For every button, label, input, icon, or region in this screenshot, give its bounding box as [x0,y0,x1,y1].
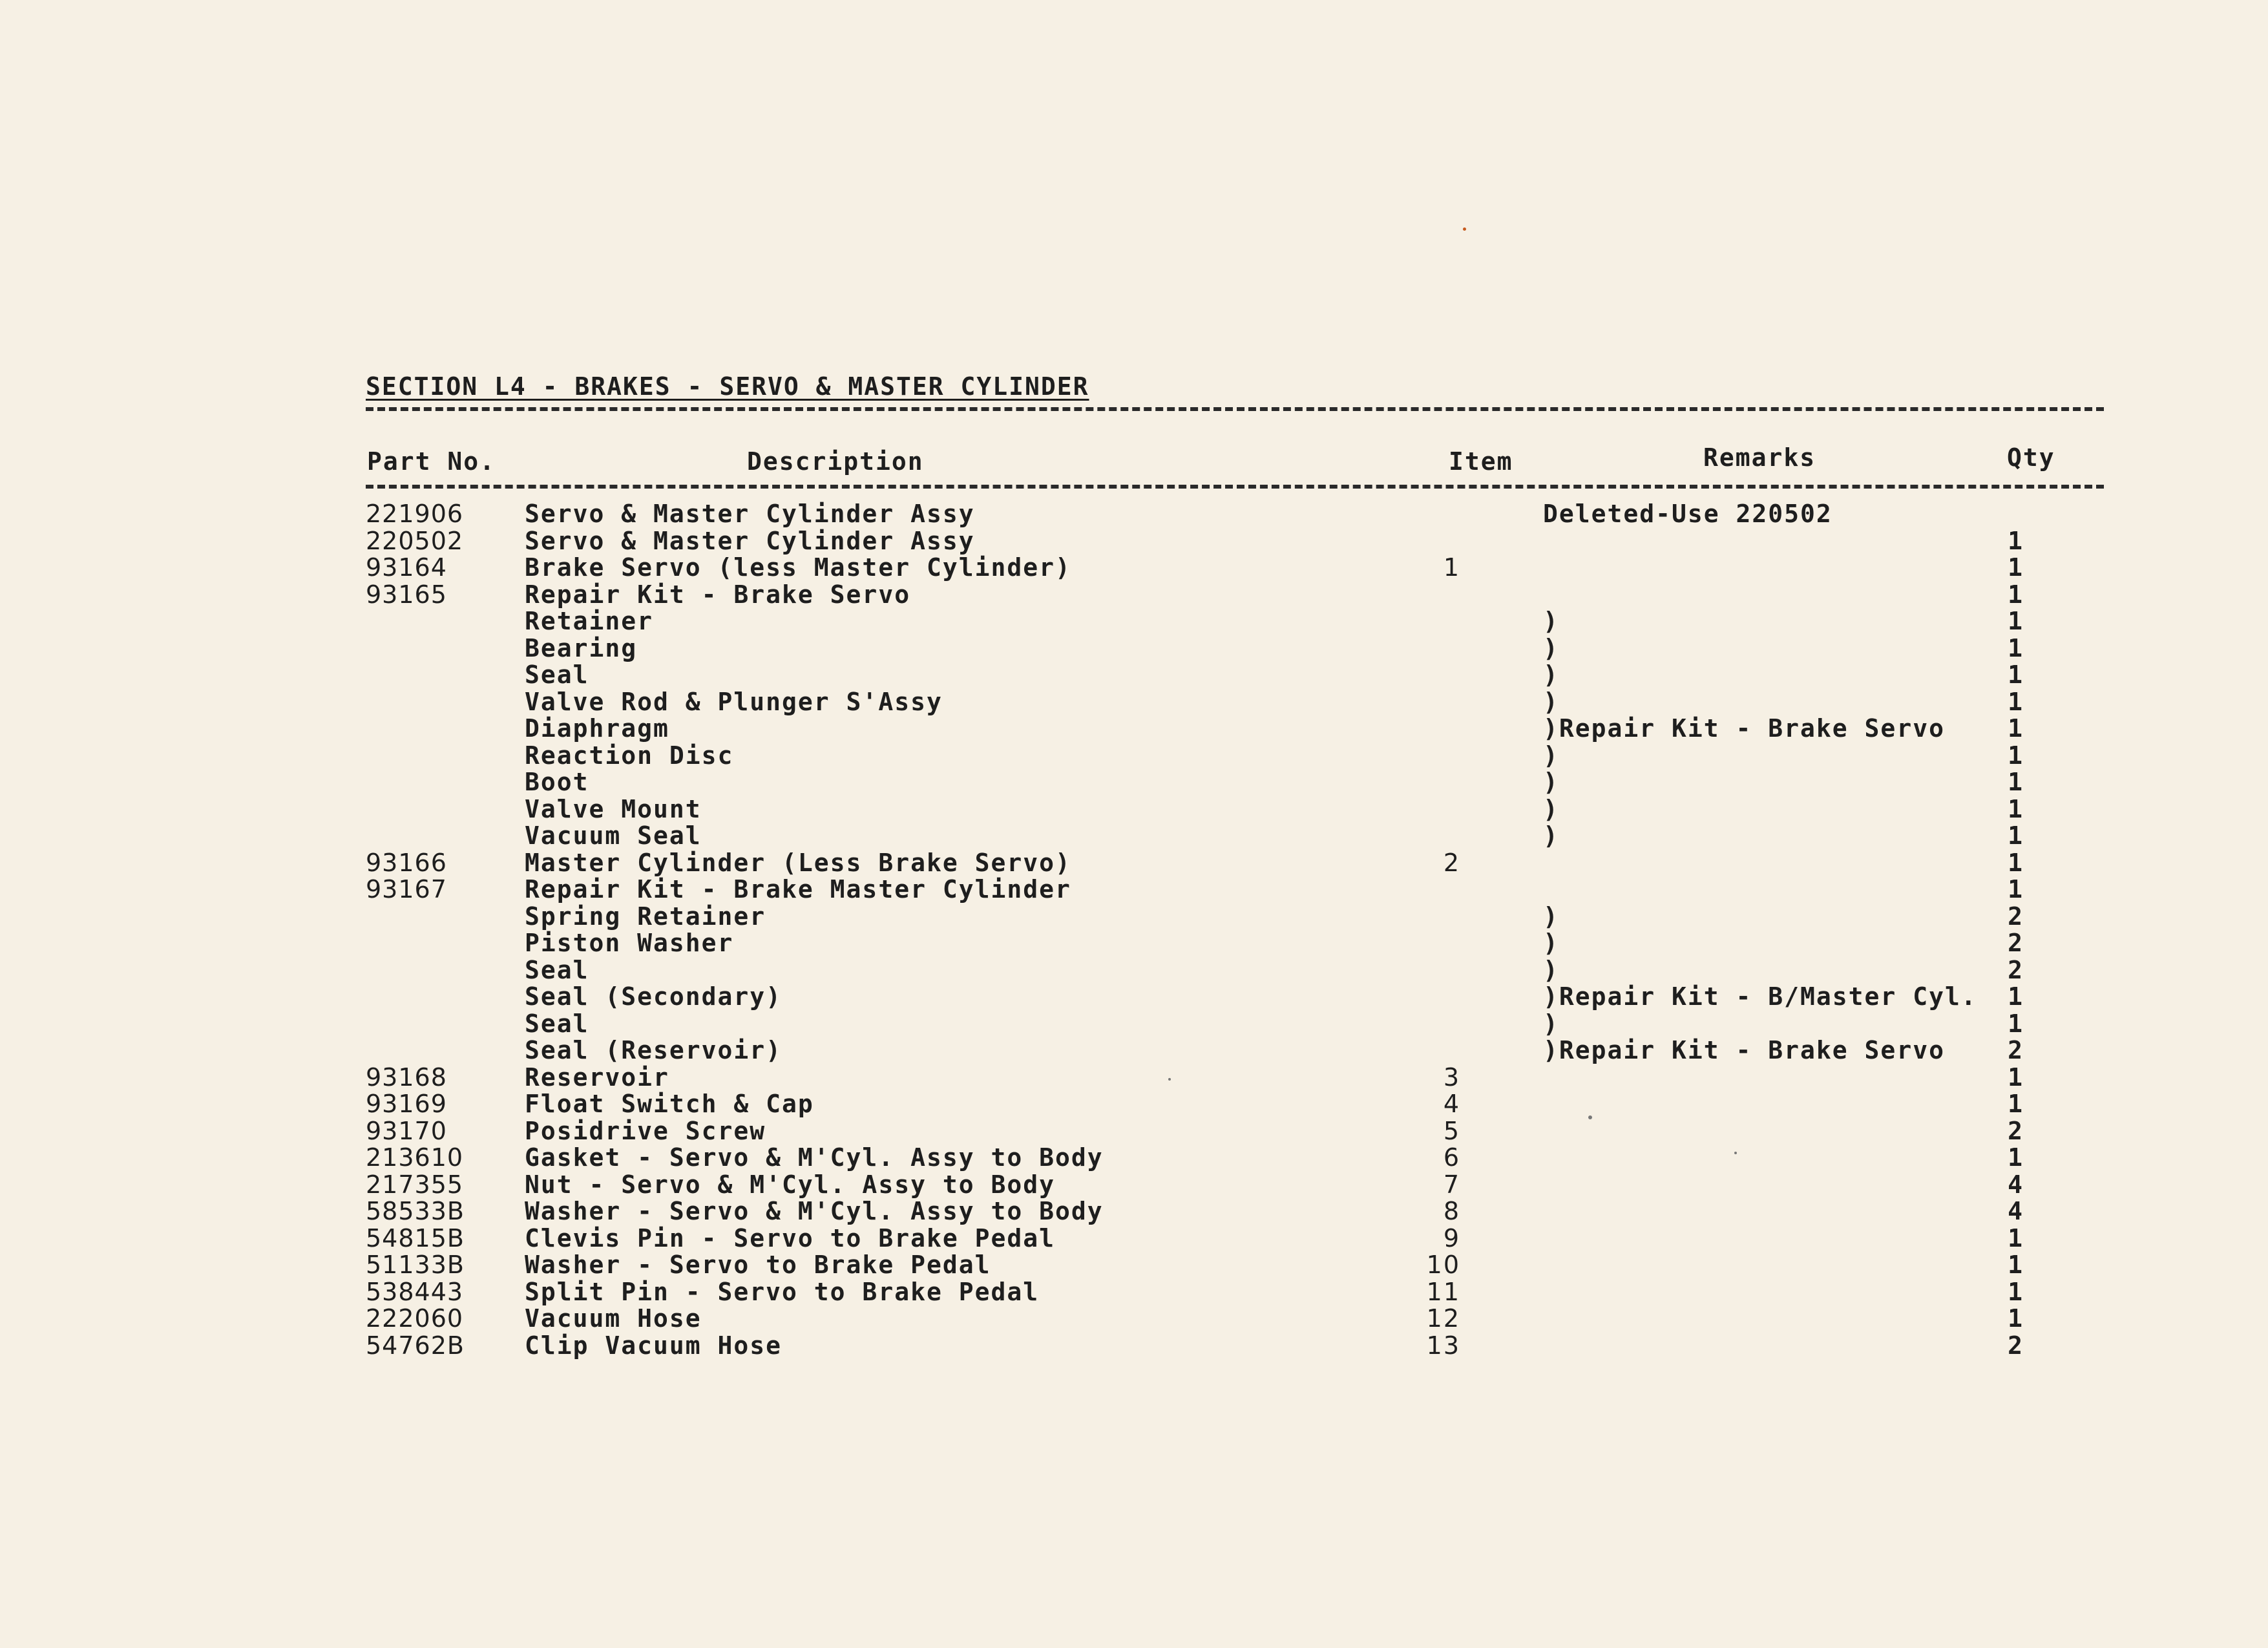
remarks: Deleted-Use 220502 [1543,500,1832,528]
quantity: 1 [2008,875,2024,903]
table-row [366,1252,2104,1279]
table-row [366,1198,2104,1225]
table-row [366,715,2104,743]
table-row [366,1037,2104,1064]
quantity: 1 [2008,768,2024,796]
remarks: ) [1543,902,1559,931]
item-number: 12 [1426,1304,1460,1333]
top-dashed-rule [366,407,2104,411]
scan-speck [1463,227,1466,231]
scan-speck [1588,1115,1592,1119]
table-row [366,1279,2104,1306]
quantity: 1 [2008,580,2024,609]
remarks: )Repair Kit - B/Master Cyl. [1543,982,1977,1011]
table-row [366,743,2104,770]
part-number: 58533B [366,1197,465,1225]
part-number: 93169 [366,1090,447,1118]
description: Seal [525,955,589,984]
item-number: 13 [1426,1331,1460,1360]
table-row [366,1333,2104,1360]
table-row [366,1145,2104,1172]
table-row [366,1172,2104,1199]
description: Seal [525,1009,589,1038]
table-row [366,1118,2104,1145]
remarks: ) [1543,929,1559,957]
remarks: ) [1543,741,1559,770]
remarks: ) [1543,768,1559,796]
item-number: 4 [1443,1090,1460,1118]
table-row [366,1305,2104,1333]
description: Clip Vacuum Hose [525,1331,782,1360]
remarks: )Repair Kit - Brake Servo [1543,1036,1945,1064]
quantity: 4 [2008,1170,2024,1199]
part-number: 93165 [366,580,447,609]
quantity: 1 [2008,687,2024,716]
table-row [366,1091,2104,1118]
header-dashed-rule [366,485,2104,489]
column-header-row [366,443,2104,478]
description: Reservoir [525,1062,669,1092]
remarks: ) [1543,660,1559,689]
part-number: 217355 [366,1170,464,1199]
remarks: ) [1543,1009,1559,1038]
table-row [366,555,2104,582]
description: Servo & Master Cylinder Assy [525,526,975,555]
table-row [366,582,2104,609]
quantity: 2 [2008,929,2024,957]
table-row [366,984,2104,1011]
quantity: 2 [2008,1331,2024,1360]
part-number: 93168 [366,1062,447,1092]
table-row [366,528,2104,555]
description: Boot [525,768,589,796]
item-number: 7 [1443,1170,1460,1199]
table-row [366,796,2104,823]
quantity: 2 [2008,1036,2024,1064]
table-row [366,903,2104,931]
description: Piston Washer [525,929,734,957]
quantity: 1 [2008,821,2024,850]
part-number: 51133B [366,1251,465,1279]
part-number: 93166 [366,848,447,877]
description: Brake Servo (less Master Cylinder) [525,553,1071,582]
header-remarks: Remarks [1703,443,1816,472]
table-row [366,608,2104,635]
description: Seal (Secondary) [525,982,782,1011]
header-part-no: Part No. [367,447,496,476]
description: Spring Retainer [525,902,766,931]
table-row [366,876,2104,903]
part-number: 213610 [366,1143,464,1172]
quantity: 1 [2008,553,2024,582]
quantity: 1 [2008,1143,2024,1172]
part-number: 54815B [366,1223,465,1252]
table-row [366,1225,2104,1252]
quantity: 1 [2008,982,2024,1011]
table-row [366,635,2104,662]
remarks: ) [1543,955,1559,984]
item-number: 11 [1426,1277,1460,1306]
remarks: ) [1543,607,1559,635]
description: Vacuum Seal [525,821,702,850]
part-number: 93170 [366,1116,447,1145]
remarks: ) [1543,633,1559,662]
quantity: 1 [2008,526,2024,555]
scan-speck [1168,1078,1171,1081]
description: Seal (Reservoir) [525,1036,782,1064]
section-title: SECTION L4 - BRAKES - SERVO & MASTER CYLINDER [366,372,1089,401]
description: Diaphragm [525,714,669,743]
part-number: 93164 [366,553,447,582]
item-number: 6 [1443,1143,1460,1172]
item-number: 8 [1443,1197,1460,1225]
quantity: 1 [2008,794,2024,823]
quantity: 4 [2008,1197,2024,1225]
description: Clevis Pin - Servo to Brake Pedal [525,1223,1055,1252]
description: Valve Mount [525,794,702,823]
header-description: Description [747,447,924,476]
quantity: 1 [2008,607,2024,635]
description: Master Cylinder (Less Brake Servo) [525,848,1071,877]
quantity: 1 [2008,1251,2024,1279]
scan-speck [1734,1152,1737,1154]
description: Bearing [525,633,638,662]
quantity: 1 [2008,1223,2024,1252]
table-row [366,769,2104,796]
quantity: 1 [2008,1304,2024,1333]
quantity: 1 [2008,741,2024,770]
remarks: ) [1543,687,1559,716]
part-number: 538443 [366,1277,464,1306]
item-number: 10 [1426,1251,1460,1279]
table-row [366,850,2104,877]
quantity: 2 [2008,955,2024,984]
description: Retainer [525,607,654,635]
part-number: 54762B [366,1331,465,1360]
table-row [366,823,2104,850]
item-number: 2 [1443,848,1460,877]
description: Reaction Disc [525,741,734,770]
description: Washer - Servo to Brake Pedal [525,1251,991,1279]
description: Posidrive Screw [525,1116,766,1145]
description: Seal [525,660,589,689]
quantity: 2 [2008,902,2024,931]
remarks: ) [1543,821,1559,850]
item-number: 9 [1443,1223,1460,1252]
quantity: 1 [2008,1009,2024,1038]
table-row [366,957,2104,984]
description: Washer - Servo & M'Cyl. Assy to Body [525,1197,1104,1225]
description: Vacuum Hose [525,1304,702,1333]
description: Float Switch & Cap [525,1090,814,1118]
description: Nut - Servo & M'Cyl. Assy to Body [525,1170,1055,1199]
table-row [366,1011,2104,1038]
description: Repair Kit - Brake Master Cylinder [525,875,1071,903]
description: Valve Rod & Plunger S'Assy [525,687,943,716]
description: Repair Kit - Brake Servo [525,580,911,609]
quantity: 2 [2008,1116,2024,1145]
item-number: 3 [1443,1062,1460,1092]
quantity: 1 [2008,848,2024,877]
table-row [366,930,2104,957]
header-qty: Qty [2007,443,2055,472]
table-row [366,689,2104,716]
description: Gasket - Servo & M'Cyl. Assy to Body [525,1143,1104,1172]
item-number: 5 [1443,1116,1460,1145]
description: Split Pin - Servo to Brake Pedal [525,1277,1040,1306]
part-number: 93167 [366,875,447,903]
table-row [366,1064,2104,1092]
description: Servo & Master Cylinder Assy [525,500,975,528]
table-row [366,501,2104,528]
remarks: ) [1543,794,1559,823]
header-item: Item [1449,447,1513,476]
quantity: 1 [2008,714,2024,743]
quantity: 1 [2008,1090,2024,1118]
quantity: 1 [2008,633,2024,662]
table-row [366,662,2104,689]
quantity: 1 [2008,1277,2024,1306]
remarks: )Repair Kit - Brake Servo [1543,714,1945,743]
part-number: 220502 [366,526,464,555]
quantity: 1 [2008,660,2024,689]
parts-table-body [366,501,2104,1359]
quantity: 1 [2008,1062,2024,1092]
part-number: 221906 [366,500,464,528]
item-number: 1 [1443,553,1460,582]
part-number: 222060 [366,1304,464,1333]
